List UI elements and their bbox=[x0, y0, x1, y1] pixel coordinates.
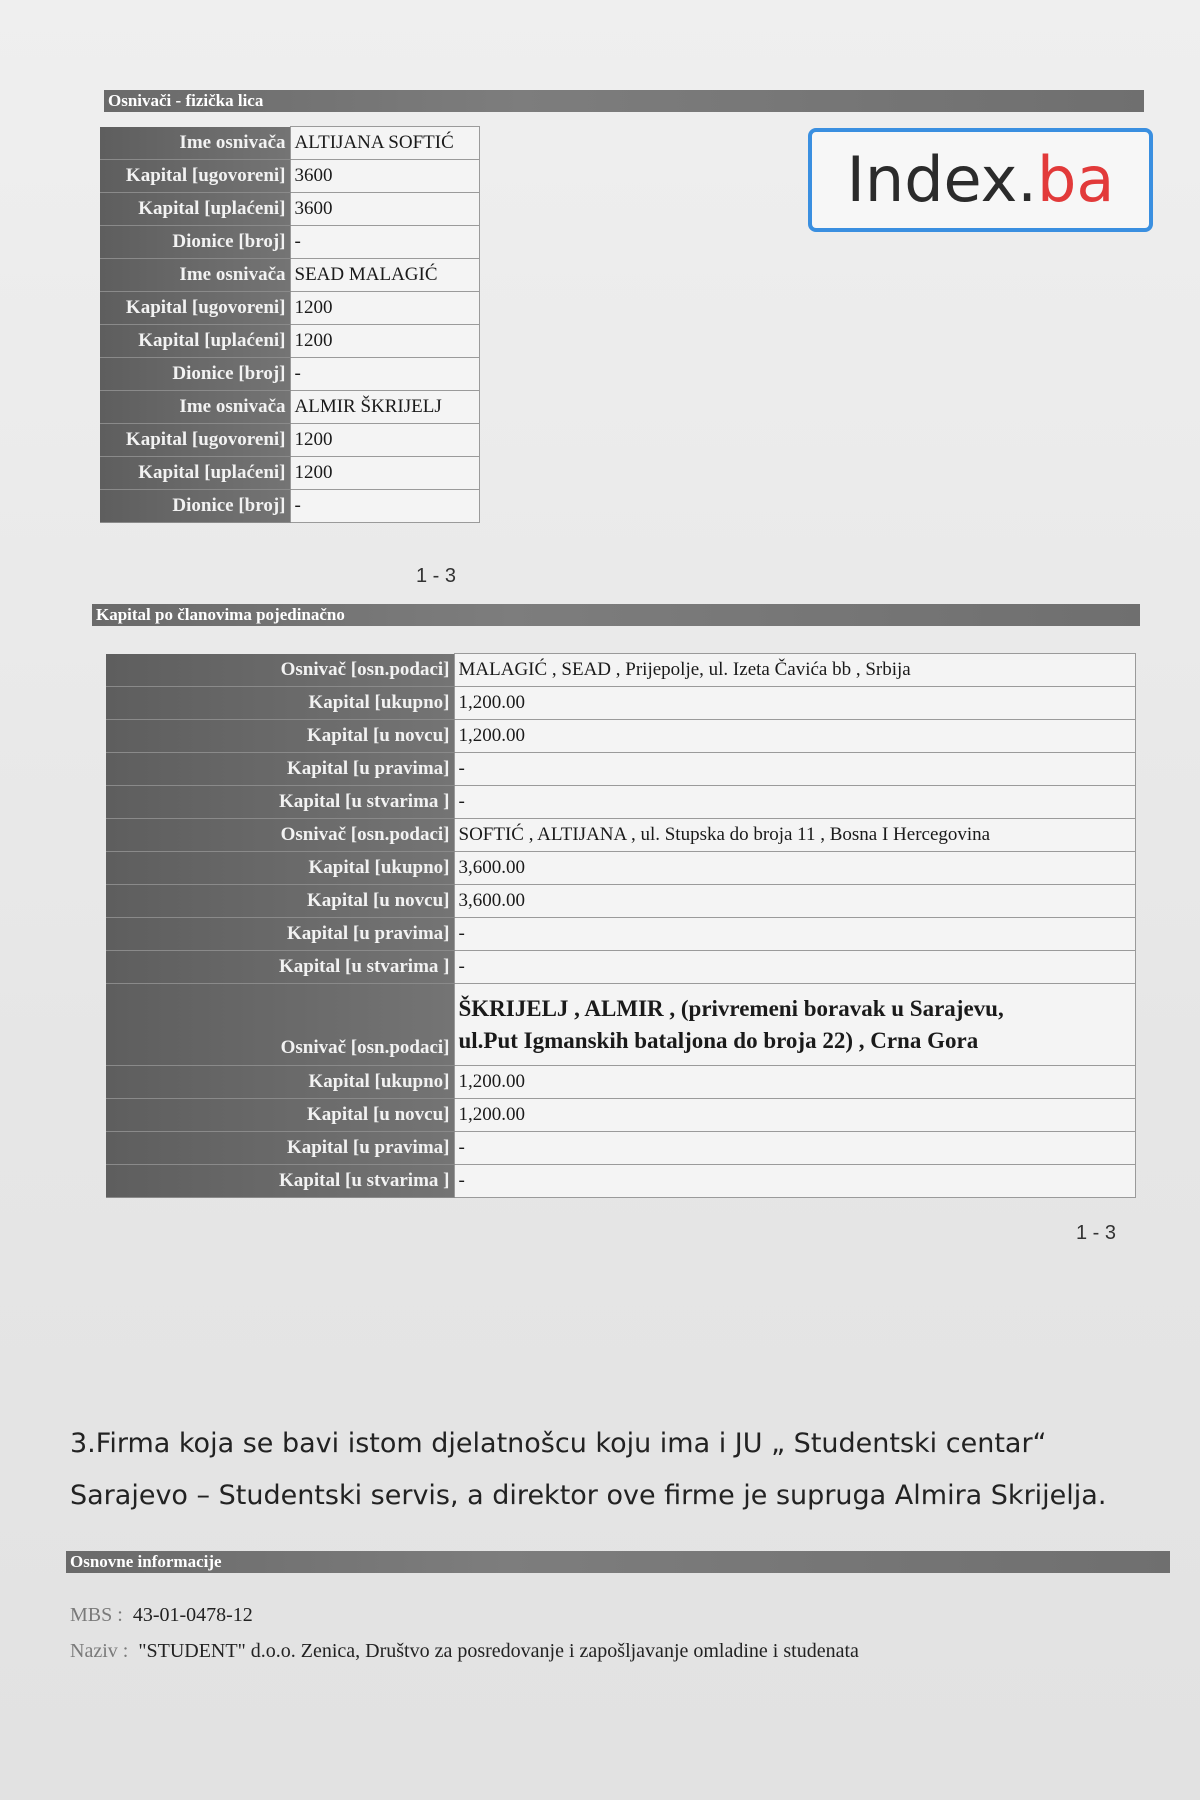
mbs-line bbox=[70, 1604, 253, 1627]
table-row bbox=[100, 226, 480, 259]
commentary-note bbox=[70, 1418, 1180, 1522]
field-value: 3600 bbox=[290, 160, 480, 193]
naziv-line bbox=[70, 1640, 859, 1663]
field-value: 1,200.00 bbox=[454, 687, 1136, 720]
table-row bbox=[106, 819, 1136, 852]
field-label: Kapital [u pravima] bbox=[106, 753, 454, 786]
field-value: 1,200.00 bbox=[454, 720, 1136, 753]
naziv-label: Naziv : bbox=[70, 1640, 129, 1662]
field-value: 3,600.00 bbox=[454, 852, 1136, 885]
field-value: MALAGIĆ , SEAD , Prijepolje, ul. Izeta Čavića bb , Srbija bbox=[454, 654, 1136, 687]
table-row bbox=[100, 325, 480, 358]
table-row bbox=[106, 1165, 1136, 1198]
table-row bbox=[100, 259, 480, 292]
field-label: Kapital [uplaćeni] bbox=[100, 193, 290, 226]
field-value: - bbox=[454, 918, 1136, 951]
table-row bbox=[106, 852, 1136, 885]
table-row bbox=[100, 292, 480, 325]
mbs-value: 43-01-0478-12 bbox=[132, 1604, 253, 1626]
field-label: Kapital [u stvarima ] bbox=[106, 951, 454, 984]
field-label: Kapital [uplaćeni] bbox=[100, 457, 290, 490]
table-row bbox=[106, 951, 1136, 984]
section-header-osnivaci: Osnivači - fizička lica bbox=[104, 90, 1144, 112]
field-label: Ime osnivača bbox=[100, 391, 290, 424]
logo-dot: . bbox=[1017, 143, 1038, 216]
logo-accent: ba bbox=[1037, 143, 1115, 216]
field-value: - bbox=[454, 1132, 1136, 1165]
table-row bbox=[100, 160, 480, 193]
field-label: Kapital [ugovoreni] bbox=[100, 292, 290, 325]
field-value: 1200 bbox=[290, 457, 480, 490]
capital-table bbox=[106, 653, 1136, 1198]
field-label: Osnivač [osn.podaci] bbox=[106, 984, 454, 1066]
logo-text: Index bbox=[846, 143, 1018, 216]
section-header-osnovne-informacije: Osnovne informacije bbox=[66, 1551, 1170, 1573]
field-value: 1200 bbox=[290, 424, 480, 457]
table-row bbox=[100, 457, 480, 490]
field-label: Kapital [u novcu] bbox=[106, 720, 454, 753]
field-label: Kapital [u stvarima ] bbox=[106, 1165, 454, 1198]
field-value: 1,200.00 bbox=[454, 1099, 1136, 1132]
table-row bbox=[106, 786, 1136, 819]
table-row bbox=[106, 687, 1136, 720]
field-value bbox=[454, 984, 1136, 1066]
field-label: Dionice [broj] bbox=[100, 358, 290, 391]
table-row bbox=[106, 984, 1136, 1066]
table-row bbox=[100, 391, 480, 424]
field-label: Kapital [ukupno] bbox=[106, 687, 454, 720]
table-row bbox=[100, 358, 480, 391]
table-row bbox=[100, 127, 480, 160]
address-line-2: ul.Put Igmanskih bataljona do broja 22) , Crna Gora bbox=[458, 1027, 979, 1053]
field-label: Kapital [u pravima] bbox=[106, 918, 454, 951]
table-row bbox=[100, 424, 480, 457]
table-row bbox=[106, 753, 1136, 786]
mbs-label: MBS : bbox=[70, 1604, 123, 1626]
field-label: Kapital [ugovoreni] bbox=[100, 424, 290, 457]
field-value: - bbox=[454, 1165, 1136, 1198]
field-value: - bbox=[290, 358, 480, 391]
naziv-value: "STUDENT" d.o.o. Zenica, Društvo za posredovanje i zapošljavanje omladine i studenata bbox=[138, 1640, 859, 1662]
field-label: Kapital [uplaćeni] bbox=[100, 325, 290, 358]
field-label: Kapital [u pravima] bbox=[106, 1132, 454, 1165]
field-value: 1200 bbox=[290, 292, 480, 325]
index-ba-logo bbox=[808, 128, 1153, 232]
table-row bbox=[100, 193, 480, 226]
field-label: Kapital [u stvarima ] bbox=[106, 786, 454, 819]
table-row bbox=[106, 1066, 1136, 1099]
field-label: Ime osnivača bbox=[100, 127, 290, 160]
address-line-1: ŠKRIJELJ , ALMIR , (privremeni boravak u Sarajevu, bbox=[458, 995, 1004, 1021]
field-label: Ime osnivača bbox=[100, 259, 290, 292]
field-value: SEAD MALAGIĆ bbox=[290, 259, 480, 292]
section-header-kapital: Kapital po članovima pojedinačno bbox=[92, 604, 1140, 626]
field-value: - bbox=[454, 951, 1136, 984]
field-label: Dionice [broj] bbox=[100, 226, 290, 259]
field-value: ALMIR ŠKRIJELJ bbox=[290, 391, 480, 424]
table-row bbox=[106, 918, 1136, 951]
table-row bbox=[100, 490, 480, 523]
table-row bbox=[106, 720, 1136, 753]
note-line-2: Sarajevo – Studentski servis, a direktor ove firme je supruga Almira Skrijelja. bbox=[70, 1480, 1107, 1511]
field-label: Kapital [u novcu] bbox=[106, 1099, 454, 1132]
field-value: ALTIJANA SOFTIĆ bbox=[290, 127, 480, 160]
field-value: - bbox=[290, 490, 480, 523]
field-value: 3,600.00 bbox=[454, 885, 1136, 918]
pagination-text: 1 - 3 bbox=[1076, 1222, 1117, 1244]
field-label: Kapital [ukupno] bbox=[106, 1066, 454, 1099]
founders-table bbox=[100, 126, 480, 523]
field-label: Kapital [ugovoreni] bbox=[100, 160, 290, 193]
pagination-text: 1 - 3 bbox=[416, 565, 457, 587]
table-row bbox=[106, 1132, 1136, 1165]
field-value: - bbox=[454, 786, 1136, 819]
note-line-1: 3.Firma koja se bavi istom djelatnošcu koju ima i JU „ Studentski centar“ bbox=[70, 1428, 1047, 1459]
field-label: Kapital [u novcu] bbox=[106, 885, 454, 918]
field-value: 1200 bbox=[290, 325, 480, 358]
field-label: Osnivač [osn.podaci] bbox=[106, 819, 454, 852]
table-row bbox=[106, 654, 1136, 687]
table-row bbox=[106, 1099, 1136, 1132]
field-value: 3600 bbox=[290, 193, 480, 226]
field-label: Dionice [broj] bbox=[100, 490, 290, 523]
field-label: Osnivač [osn.podaci] bbox=[106, 654, 454, 687]
table-row bbox=[106, 885, 1136, 918]
field-value: 1,200.00 bbox=[454, 1066, 1136, 1099]
field-value: - bbox=[290, 226, 480, 259]
field-label: Kapital [ukupno] bbox=[106, 852, 454, 885]
field-value: - bbox=[454, 753, 1136, 786]
field-value: SOFTIĆ , ALTIJANA , ul. Stupska do broja 11 , Bosna I Hercegovina bbox=[454, 819, 1136, 852]
